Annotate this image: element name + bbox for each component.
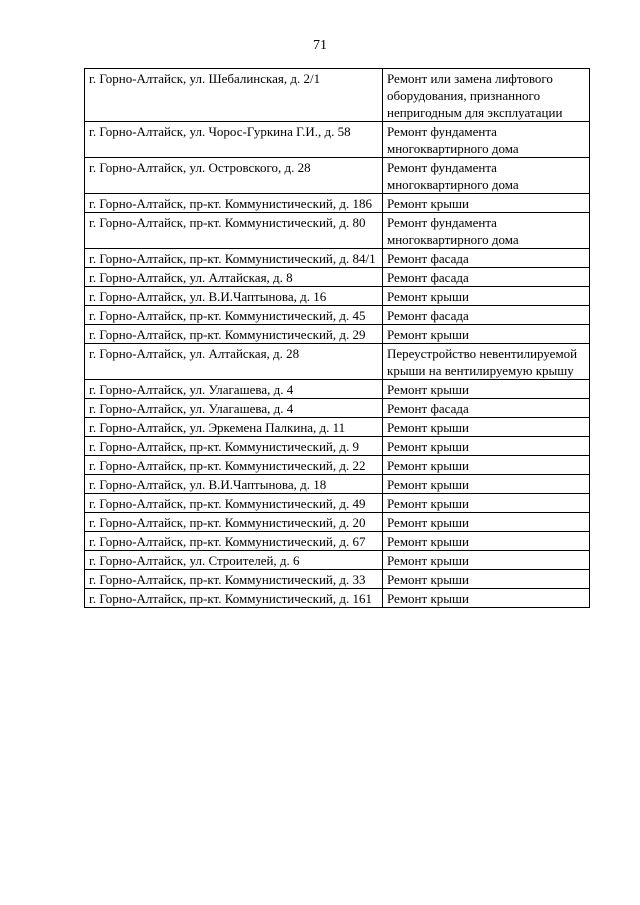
table-row: [85, 344, 590, 380]
table-row: [85, 456, 590, 475]
work-cell: Ремонт крыши: [383, 194, 590, 213]
address-cell: г. Горно-Алтайск, ул. Шебалинская, д. 2/1: [85, 69, 383, 122]
address-cell: г. Горно-Алтайск, пр-кт. Коммунистический, д. 161: [85, 589, 383, 608]
address-cell: г. Горно-Алтайск, пр-кт. Коммунистический, д. 84/1: [85, 249, 383, 268]
table-row: [85, 532, 590, 551]
address-cell: г. Горно-Алтайск, ул. Алтайская, д. 8: [85, 268, 383, 287]
work-cell: Ремонт фундамента многоквартирного дома: [383, 122, 590, 158]
address-cell: г. Горно-Алтайск, пр-кт. Коммунистический, д. 186: [85, 194, 383, 213]
work-cell: Ремонт крыши: [383, 325, 590, 344]
works-table: [84, 68, 590, 608]
table-row: [85, 249, 590, 268]
address-cell: г. Горно-Алтайск, пр-кт. Коммунистический, д. 33: [85, 570, 383, 589]
work-cell: Ремонт фасада: [383, 399, 590, 418]
table-row: [85, 513, 590, 532]
address-cell: г. Горно-Алтайск, пр-кт. Коммунистический, д. 20: [85, 513, 383, 532]
address-cell: г. Горно-Алтайск, ул. В.И.Чаптынова, д. 16: [85, 287, 383, 306]
table-row: [85, 268, 590, 287]
address-cell: г. Горно-Алтайск, пр-кт. Коммунистический, д. 29: [85, 325, 383, 344]
work-cell: Ремонт крыши: [383, 456, 590, 475]
work-cell: Ремонт крыши: [383, 551, 590, 570]
address-cell: г. Горно-Алтайск, ул. Эркемена Палкина, д. 11: [85, 418, 383, 437]
table-row: [85, 418, 590, 437]
address-cell: г. Горно-Алтайск, пр-кт. Коммунистический, д. 45: [85, 306, 383, 325]
address-cell: г. Горно-Алтайск, ул. Улагашева, д. 4: [85, 399, 383, 418]
address-cell: г. Горно-Алтайск, ул. Островского, д. 28: [85, 158, 383, 194]
address-cell: г. Горно-Алтайск, ул. Строителей, д. 6: [85, 551, 383, 570]
table-row: [85, 551, 590, 570]
address-cell: г. Горно-Алтайск, ул. В.И.Чаптынова, д. 18: [85, 475, 383, 494]
table-row: [85, 589, 590, 608]
table-row: [85, 399, 590, 418]
address-cell: г. Горно-Алтайск, пр-кт. Коммунистический, д. 9: [85, 437, 383, 456]
table-row: [85, 475, 590, 494]
work-cell: Ремонт крыши: [383, 475, 590, 494]
work-cell: Ремонт фасада: [383, 268, 590, 287]
work-cell: Ремонт или замена лифтового оборудования, признанного непригодным для эксплуатации: [383, 69, 590, 122]
work-cell: Ремонт фасада: [383, 306, 590, 325]
work-cell: Ремонт крыши: [383, 589, 590, 608]
work-cell: Переустройство невентилируемой крыши на вентилируемую крышу: [383, 344, 590, 380]
table-row: [85, 437, 590, 456]
address-cell: г. Горно-Алтайск, пр-кт. Коммунистический, д. 22: [85, 456, 383, 475]
table-row: [85, 69, 590, 122]
table-row: [85, 494, 590, 513]
work-cell: Ремонт крыши: [383, 287, 590, 306]
work-cell: Ремонт фасада: [383, 249, 590, 268]
work-cell: Ремонт фундамента многоквартирного дома: [383, 213, 590, 249]
address-cell: г. Горно-Алтайск, ул. Алтайская, д. 28: [85, 344, 383, 380]
table-row: [85, 158, 590, 194]
work-cell: Ремонт фундамента многоквартирного дома: [383, 158, 590, 194]
work-cell: Ремонт крыши: [383, 570, 590, 589]
table-row: [85, 325, 590, 344]
work-cell: Ремонт крыши: [383, 437, 590, 456]
work-cell: Ремонт крыши: [383, 380, 590, 399]
work-cell: Ремонт крыши: [383, 494, 590, 513]
address-cell: г. Горно-Алтайск, пр-кт. Коммунистический, д. 67: [85, 532, 383, 551]
table-row: [85, 570, 590, 589]
table-row: [85, 306, 590, 325]
page-number: 71: [313, 38, 327, 53]
table-row: [85, 122, 590, 158]
address-cell: г. Горно-Алтайск, пр-кт. Коммунистический, д. 80: [85, 213, 383, 249]
table-row: [85, 380, 590, 399]
table-row: [85, 194, 590, 213]
work-cell: Ремонт крыши: [383, 532, 590, 551]
address-cell: г. Горно-Алтайск, ул. Улагашева, д. 4: [85, 380, 383, 399]
address-cell: г. Горно-Алтайск, пр-кт. Коммунистический, д. 49: [85, 494, 383, 513]
table-row: [85, 213, 590, 249]
address-cell: г. Горно-Алтайск, ул. Чорос-Гуркина Г.И., д. 58: [85, 122, 383, 158]
table-row: [85, 287, 590, 306]
work-cell: Ремонт крыши: [383, 418, 590, 437]
work-cell: Ремонт крыши: [383, 513, 590, 532]
